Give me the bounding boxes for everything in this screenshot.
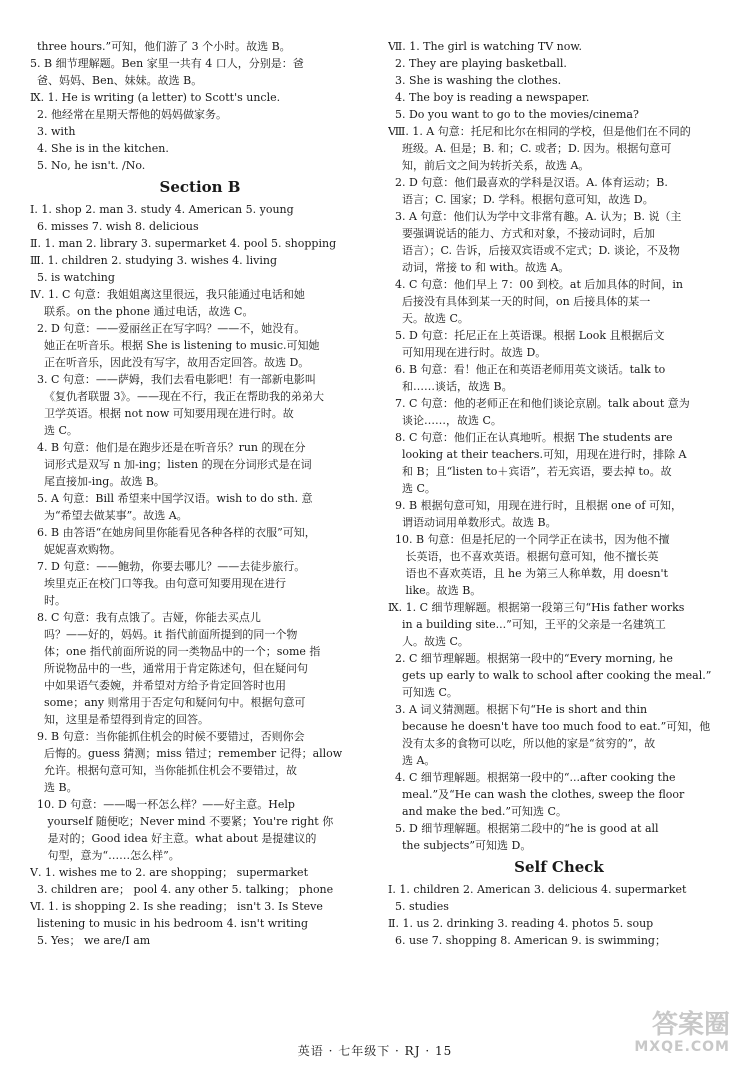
right-text-line: 要强调说话的能力、方式和对象，不接动词时，后加	[388, 227, 655, 240]
right-text-line: 8. C 句意：他们正在认真地听。根据 The students are	[388, 431, 673, 444]
left-text-line: 体；one 指代前面所说的同一类物品中的一个；some 指	[30, 645, 321, 658]
left-text-line: 5. is watching	[30, 271, 115, 284]
right-text-line: 7. C 句意：他的老师正在和他们谈论京剧。talk about 意为	[388, 397, 690, 410]
left-text-line: Ⅳ. 1. C 句意：我姐姐离这里很远，我只能通过电话和她	[30, 288, 305, 301]
right-text-line: 10. B 句意：但是托尼的一个同学正在读书，因为他不擅	[388, 533, 670, 546]
left-text-line: 时。	[30, 594, 66, 607]
right-text-line: Ⅰ. 1. children 2. American 3. delicious 4. supermarket	[388, 883, 687, 896]
left-text-line: Ⅵ. 1. is shopping 2. Is she reading； isn't 3. Is Steve	[30, 900, 323, 913]
right-text-line: 可知选 C。	[388, 686, 458, 699]
right-text-line: 5. studies	[388, 900, 449, 913]
right-text-line: 天。故选 C。	[388, 312, 469, 325]
watermark-text: 答案圈	[651, 1010, 730, 1041]
left-text-line: some；any 则常用于否定句和疑问句中。根据句意可	[30, 696, 306, 709]
left-text-line: 3. children are； pool 4. any other 5. talking； phone	[30, 883, 334, 896]
right-text-line: Ⅶ. 1. The girl is watching TV now.	[388, 40, 582, 53]
left-text-line: 5. B 细节理解题。Ben 家里一共有 4 口人，分别是：爸	[30, 57, 304, 70]
left-text-line: 《复仇者联盟 3》。——现在不行，我正在帮助我的弟弟大	[30, 390, 324, 403]
left-text-line: 所说物品中的一些，通常用于肯定陈述句，但在疑问句	[30, 662, 308, 675]
left-text-line: 词形式是双写 n 加-ing；listen 的现在分词形式是在词	[30, 458, 312, 471]
left-text-line: yourself 随便吃；Never mind 不要紧；You're right 你	[30, 815, 334, 828]
left-column	[30, 38, 370, 949]
right-text-line: the subjects”可知选 D。	[388, 839, 532, 852]
right-text-line: Ⅸ. 1. C 细节理解题。根据第一段第三句“His father works	[388, 601, 685, 614]
left-text-line: 6. B 由答语“在她房间里你能看见各种各样的衣服”可知，	[30, 526, 316, 539]
right-text-line: 4. C 句意：他们早上 7：00 到校。at 后加具体的时间，in	[388, 278, 683, 291]
left-text-line: 卫学英语。根据 not now 可知要用现在进行时。故	[30, 407, 294, 420]
right-text-line: Ⅷ. 1. A 句意：托尼和比尔在相同的学校，但是他们在不同的	[388, 125, 691, 138]
right-text-line: 6. use 7. shopping 8. American 9. is swimming；	[388, 934, 666, 947]
right-text-line: like。故选 B。	[388, 584, 482, 597]
right-text-line: 5. D 细节理解题。根据第二段中的“he is good at all	[388, 822, 659, 835]
right-text-line: 5. D 句意：托尼正在上英语课。根据 Look 且根据后文	[388, 329, 665, 342]
right-text-line: 人。故选 C。	[388, 635, 469, 648]
right-text-line: 3. A 句意：他们认为学中文非常有趣。A. 认为；B. 说（主	[388, 210, 682, 223]
left-text-line: 选 B。	[30, 781, 78, 794]
left-text-line: Ⅲ. 1. children 2. studying 3. wishes 4. living	[30, 254, 277, 267]
right-text-line: and make the bed.”可知选 C。	[388, 805, 567, 818]
left-text-line: 句型，意为“……怎么样”。	[30, 849, 180, 862]
left-text-line: 知，这里是希望得到肯定的回答。	[30, 713, 209, 726]
left-text-line: 2. 他经常在星期天帮他的妈妈做家务。	[30, 108, 227, 121]
right-text-line: meal.”及“He can wash the clothes, sweep the floor	[388, 788, 685, 801]
right-text-line: 选 A。	[388, 754, 436, 767]
right-text-line: gets up early to walk to school after cooking the meal.”	[388, 669, 712, 682]
right-text-line: 和 B；且“listen to＋宾语”，若无宾语，要去掉 to。故	[388, 465, 672, 478]
left-text-line: 埃里克正在校门口等我。由句意可知要用现在进行	[30, 577, 286, 590]
right-section-heading: Self Check	[514, 858, 604, 876]
right-text-line: 可知用现在进行时。故选 D。	[388, 346, 547, 359]
left-text-line: 6. misses 7. wish 8. delicious	[30, 220, 199, 233]
left-text-line: 中如果语气委婉，并希望对方给予肯定回答时也用	[30, 679, 286, 692]
left-text-line: 3. with	[30, 125, 76, 138]
right-text-line: 2. D 句意：他们最喜欢的学科是汉语。A. 体育运动；B.	[388, 176, 668, 189]
left-text-line: Ⅴ. 1. wishes me to 2. are shopping； supermarket	[30, 866, 308, 879]
right-text-line: 长英语，也不喜欢英语。根据句意可知，他不擅长英	[388, 550, 659, 563]
left-text-line: 7. D 句意：——鲍勃，你要去哪儿？——去徒步旅行。	[30, 560, 306, 573]
left-text-line: 5. Yes； we are/I am	[30, 934, 151, 947]
left-text-line: 正在听音乐，因此没有写字，故用否定回答。故选 D。	[30, 356, 310, 369]
left-text-line: 选 C。	[30, 424, 78, 437]
right-text-line: 没有太多的食物可以吃，所以他的家是“贫穷的”，故	[388, 737, 656, 750]
right-text-line: because he doesn't have too much food to eat.”可知，他	[388, 720, 711, 733]
right-text-line: in a building site...”可知，王平的父亲是一名建筑工	[388, 618, 666, 631]
right-text-line: 2. C 细节理解题。根据第一段中的“Every morning, he	[388, 652, 673, 665]
left-text-line: 联系。on the phone 通过电话，故选 C。	[30, 305, 254, 318]
left-text-line: 5. No, he isn't. /No.	[30, 159, 146, 172]
left-text-line: Ⅱ. 1. man 2. library 3. supermarket 4. pool 5. shopping	[30, 237, 337, 250]
right-text-line: 语言；C. 国家；D. 学科。根据句意可知，故选 D。	[388, 193, 654, 206]
left-text-line: 4. B 句意：他们是在跑步还是在听音乐？run 的现在分	[30, 441, 306, 454]
left-text-line: 允许。根据句意可知，当你能抓住机会不要错过，故	[30, 764, 297, 777]
right-text-line: 3. A 词义猜测题。根据下句“He is short and thin	[388, 703, 648, 716]
right-text-line: 知，前后文之间为转折关系，故选 A。	[388, 159, 590, 172]
left-text-line: 妮妮喜欢购物。	[30, 543, 121, 556]
left-text-line: 8. C 句意：我有点饿了。吉娅，你能去买点儿	[30, 611, 261, 624]
right-text-line: 4. The boy is reading a newspaper.	[388, 91, 590, 104]
left-text-line: three hours.”可知，他们游了 3 个小时。故选 B。	[30, 40, 291, 53]
left-text-line: Ⅰ. 1. shop 2. man 3. study 4. American 5. young	[30, 203, 294, 216]
right-text-line: 动词，常接 to 和 with。故选 A。	[388, 261, 570, 274]
left-text-line: 为“希望去做某事”。故选 A。	[30, 509, 188, 522]
left-text-line: 后悔的。guess 猜测；miss 错过；remember 记得；allow	[30, 747, 343, 760]
right-text-line: 语言）；C. 告诉，后接双宾语或不定式；D. 谈论，不及物	[388, 244, 680, 257]
left-text-line: 尾直接加-ing。故选 B。	[30, 475, 165, 488]
watermark-url: MXQE.COM	[634, 1038, 730, 1055]
right-text-line: 选 C。	[388, 482, 436, 495]
left-text-line: 10. D 句意：——喝一杯怎么样？——好主意。Help	[30, 798, 295, 811]
left-text-line: 她正在听音乐。根据 She is listening to music.可知她	[30, 339, 320, 352]
watermark-logo	[634, 1011, 730, 1055]
right-text-line: 谓语动词用单数形式。故选 B。	[388, 516, 557, 529]
left-text-line: 吗？——好的，妈妈。it 指代前面所提到的同一个物	[30, 628, 298, 641]
right-text-line: looking at their teachers.可知，用现在进行时，排除 A	[388, 448, 687, 461]
right-text-line: 和……谈话，故选 B。	[388, 380, 513, 393]
left-text-line: 4. She is in the kitchen.	[30, 142, 169, 155]
right-text-line: 4. C 细节理解题。根据第一段中的“...after cooking the	[388, 771, 676, 784]
left-text-line: 是对的；Good idea 好主意。what about 是提建议的	[30, 832, 317, 845]
right-text-line: 班级。A. 但是；B. 和；C. 或者；D. 因为。根据句意可	[388, 142, 672, 155]
left-text-line: Ⅸ. 1. He is writing (a letter) to Scott's uncle.	[30, 91, 281, 104]
right-column	[388, 38, 730, 949]
right-text-line: 后接没有具体到某一天的时间，on 后接具体的某一	[388, 295, 651, 308]
page-footer: 英语 · 七年级下 · RJ · 15	[297, 1044, 453, 1058]
left-section-heading: Section B	[159, 178, 241, 196]
right-text-line: Ⅱ. 1. us 2. drinking 3. reading 4. photos 5. soup	[388, 917, 654, 930]
left-text-line: 爸、妈妈、Ben、妹妹。故选 B。	[30, 74, 203, 87]
left-text-line: listening to music in his bedroom 4. isn't writing	[30, 917, 309, 930]
left-text-line: 9. B 句意：当你能抓住机会的时候不要错过，否则你会	[30, 730, 305, 743]
right-text-line: 6. B 句意：看！他正在和英语老师用英文谈话。talk to	[388, 363, 666, 376]
right-text-line: 3. She is washing the clothes.	[388, 74, 562, 87]
left-text-line: 3. C 句意：——萨姆，我们去看电影吧！有一部新电影叫	[30, 373, 316, 386]
right-text-line: 2. They are playing basketball.	[388, 57, 567, 70]
right-text-line: 语也不喜欢英语，且 he 为第三人称单数，用 doesn't	[388, 567, 668, 580]
left-text-line: 5. A 句意：Bill 希望来中国学汉语。wish to do sth. 意	[30, 492, 313, 505]
right-text-line: 5. Do you want to go to the movies/cinema?	[388, 108, 639, 121]
left-text-line: 2. D 句意：——爱丽丝正在写字吗？——不，她没有。	[30, 322, 306, 335]
right-text-line: 9. B 根据句意可知，用现在进行时，且根据 one of 可知，	[388, 499, 682, 512]
right-text-line: 谈论……，故选 C。	[388, 414, 502, 427]
